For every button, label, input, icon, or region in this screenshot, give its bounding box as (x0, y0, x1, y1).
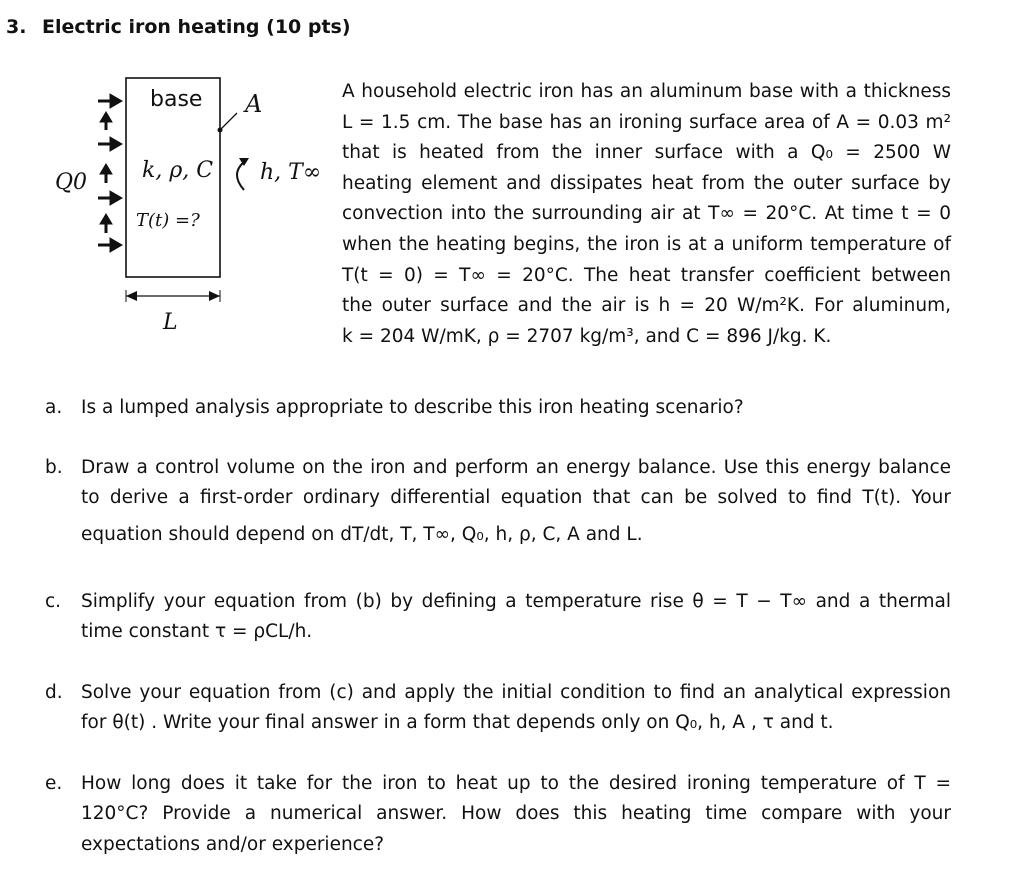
problem-description (342, 77, 951, 352)
intro-line: that is heated from the inner surface with a Q₀ = 2500 W (342, 142, 951, 164)
intro-line: A household electric iron has an aluminum base with a thickness (342, 81, 951, 102)
question-letter: d. (45, 682, 63, 703)
area-label: A (245, 90, 263, 118)
question-line: equation should depend on dT/dt, T, T∞, Q₀, h, ρ, C, A and L. (81, 523, 643, 545)
upward-arrows (100, 112, 112, 233)
question-line: How long does it take for the iron to heat up to the desired ironing temperature of T = (81, 773, 951, 794)
convection-arrow-curve (237, 162, 244, 190)
up-arrow-3 (100, 214, 112, 233)
question-line: Simplify your equation from (b) by defining a temperature rise θ = T − T∞ and a thermal (81, 591, 951, 612)
up-arrow-2 (100, 164, 112, 183)
convection-label: h, T∞ (260, 160, 322, 185)
temperature-label: T(t) =? (136, 210, 200, 231)
up-arrow-1 (100, 112, 112, 130)
heat-arrow-1 (98, 94, 122, 108)
question-line: Solve your equation from (c) and apply the initial condition to find an analytical expression (81, 682, 951, 703)
heat-arrow-4 (98, 238, 122, 252)
question-line: 120°C? Provide a numerical answer. How does this heating time compare with your (81, 803, 951, 825)
question-letter: a. (45, 397, 63, 418)
heat-input-label: Q0 (55, 170, 88, 195)
length-arrow-left (126, 291, 137, 301)
intro-line: k = 204 W/mK, ρ = 2707 kg/m³, and C = 896 J/kg. K. (342, 325, 832, 347)
intro-line: convection into the surrounding air at T∞ = 20°C. At time t = 0 (342, 203, 951, 225)
intro-line: L = 1.5 cm. The base has an ironing surface area of A = 0.03 m² (342, 111, 951, 133)
heat-arrow-3 (98, 191, 122, 205)
intro-line: T(t = 0) = T∞ = 20°C. The heat transfer coefficient between (342, 264, 951, 286)
problem-heading (6, 16, 351, 38)
intro-line: heating element and dissipates heat from the outer surface by (342, 172, 951, 194)
thickness-label: L (163, 310, 178, 335)
problem-title: Electric iron heating (10 pts) (42, 16, 351, 38)
area-leader-line (220, 113, 237, 130)
intro-line: the outer surface and the air is h = 20 W/m²K. For aluminum, (342, 295, 951, 317)
material-properties-label: k, ρ, C (142, 158, 214, 183)
length-arrow-right (209, 291, 220, 301)
intro-line: when the heating begins, the iron is at a uniform temperature of (342, 233, 951, 255)
question-line: for θ(t) . Write your final answer in a form that depends only on Q₀, h, A , τ and t. (81, 712, 834, 734)
question-line: expectations and/or experience? (81, 833, 385, 855)
question-line: to derive a first-order ordinary differential equation that can be solved to find T(t). Your (81, 487, 951, 509)
question-line: Draw a control volume on the iron and perform an energy balance. Use this energy balance (81, 457, 951, 478)
question-letter: c. (45, 591, 62, 612)
area-leader-dot (218, 128, 223, 133)
question-letter: e. (45, 773, 63, 794)
iron-diagram (40, 70, 340, 360)
question-line: Is a lumped analysis appropriate to describe this iron heating scenario? (81, 397, 744, 418)
problem-number: 3. (6, 16, 27, 38)
heat-arrow-2 (98, 137, 122, 151)
question-letter: b. (45, 457, 63, 478)
question-line: time constant τ = ρCL/h. (81, 621, 313, 643)
base-label: base (150, 87, 203, 112)
